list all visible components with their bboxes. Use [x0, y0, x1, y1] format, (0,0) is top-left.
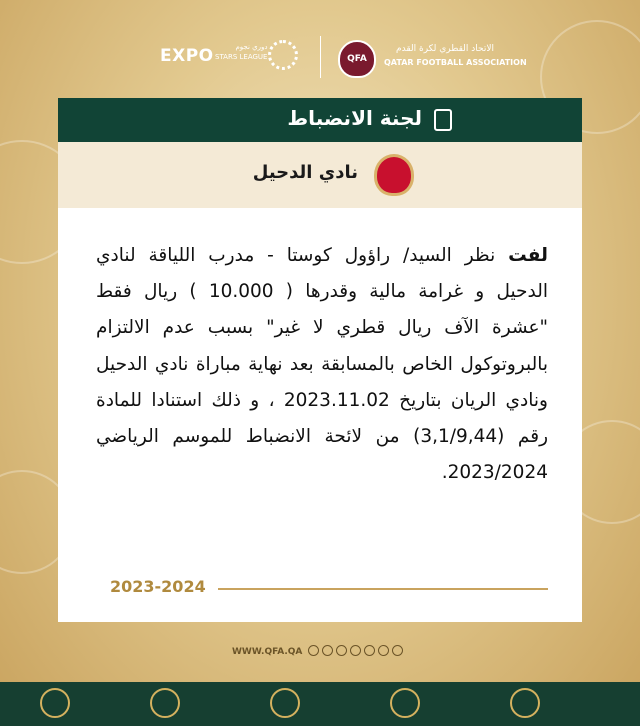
instagram-icon[interactable] [336, 645, 347, 656]
floral-ornament [150, 688, 180, 718]
qfa-name-english: QATAR FOOTBALL ASSOCIATION [384, 58, 527, 67]
club-band [58, 142, 582, 208]
header [0, 26, 640, 86]
title-bar [58, 98, 582, 142]
club-name: نادي الدحيل [252, 162, 358, 183]
page-title: لجنة الانضباط [287, 106, 422, 130]
floral-ornament [270, 688, 300, 718]
linkedin-icon[interactable] [392, 645, 403, 656]
floral-ornament [390, 688, 420, 718]
x-icon[interactable] [322, 645, 333, 656]
announcement-text [96, 238, 548, 491]
announcement-card [58, 98, 582, 622]
season-label: 2023-2024 [110, 577, 206, 596]
floral-ornament [40, 688, 70, 718]
body-content: نظر السيد/ راؤول كوستا - مدرب اللياقة لنادي الدحيل و غرامة مالية وقدرها ( 10.000 ) ريال فقط "عشرة الآف ريال قطري لا غير" بسبب عدم الالتزام بالبروتوكول الخاص بالمسابقة بعد نهاية مباراة نادي الدحيل ونادي الريان بتاريخ 2023.11.02 ، و ذلك استنادا للمادة رقم (3,1/9,44) من لائحة الانضباط للموسم الرياضي 2023/2024. [96, 245, 548, 484]
facebook-icon[interactable] [308, 645, 319, 656]
youtube-icon[interactable] [350, 645, 361, 656]
expo-logo: EXPO [160, 46, 214, 66]
website-link[interactable]: WWW.QFA.QA [232, 647, 303, 657]
snapchat-icon[interactable] [364, 645, 375, 656]
floral-ornament [510, 688, 540, 718]
stars-league-emblem-icon [268, 40, 298, 70]
bottom-band [0, 682, 640, 726]
qfa-name-arabic: الاتحاد القطري لكرة القدم [396, 44, 494, 54]
body-lead: لفت [508, 245, 548, 266]
club-crest-icon [374, 154, 414, 196]
qfa-logo: QFA [338, 40, 376, 78]
season-divider [218, 588, 548, 590]
stars-league-label: دوري نجوم STARS LEAGUE [215, 43, 268, 61]
header-divider [320, 36, 321, 78]
card-icon [434, 109, 452, 131]
tiktok-icon[interactable] [378, 645, 389, 656]
